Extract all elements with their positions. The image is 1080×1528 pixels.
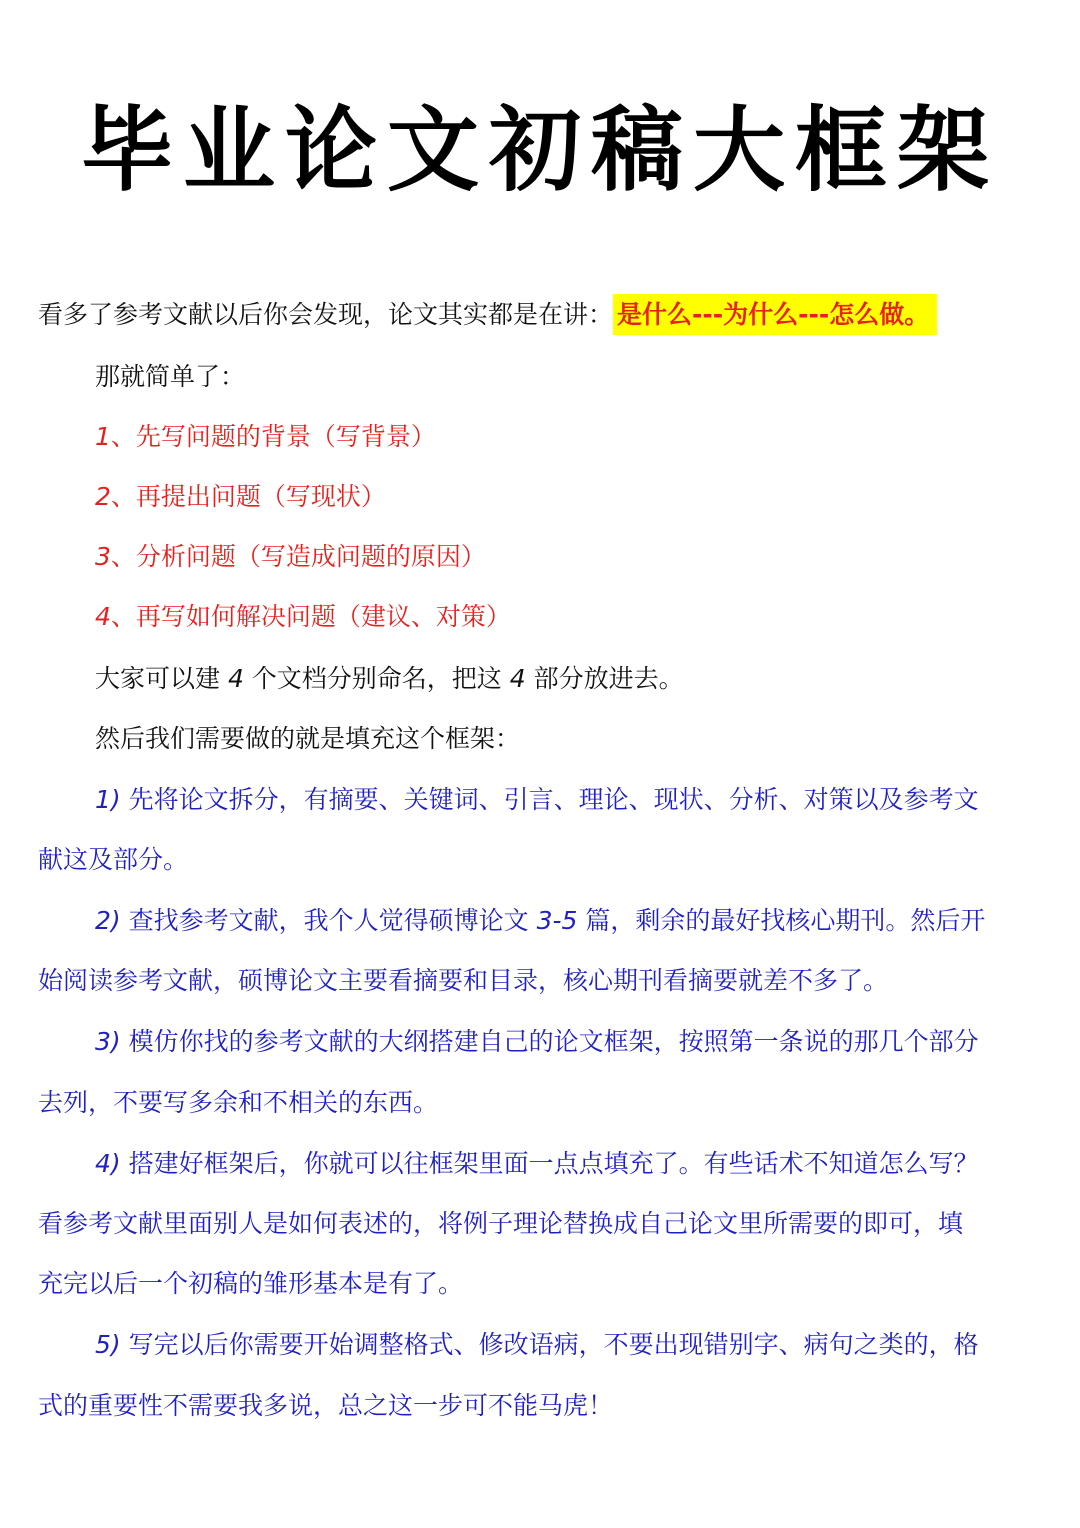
- docs-text: 大家可以建: [95, 664, 228, 693]
- step-number: 2: [95, 482, 111, 511]
- point-continuation: 始阅读参考文献，硕博论文主要看摘要和目录，核心期刊看摘要就差不多了。: [38, 966, 889, 995]
- point-text: 搭建好框架后，你就可以往框架里面一点点填充了。有些话术不知道怎么写？: [128, 1149, 979, 1178]
- step-item: [95, 420, 436, 454]
- page-title: 毕业论文初稿大框架: [80, 96, 999, 204]
- point-number: 3): [95, 1027, 121, 1056]
- intro-highlight: 是什么---为什么---怎么做。: [613, 294, 937, 335]
- docs-text: 个文档分别命名，把这: [243, 664, 510, 693]
- docs-text: 部分放进去。: [525, 664, 684, 693]
- step-text: 、再提出问题（写现状）: [110, 482, 386, 511]
- point-number: 4): [95, 1149, 121, 1178]
- point-range: 3-5: [536, 906, 578, 935]
- point-number: 1): [95, 785, 121, 814]
- intro-line: [38, 298, 937, 332]
- point-continuation: 献这及部分。: [38, 845, 189, 874]
- step-item: [95, 540, 486, 574]
- point-text: 写完以后你需要开始调整格式、修改语病，不要出现错别字、病句之类的，格: [128, 1330, 979, 1359]
- point-text: 先将论文拆分，有摘要、关键词、引言、理论、现状、分析、对策以及参考文: [128, 785, 979, 814]
- step-number: 3: [95, 542, 111, 571]
- step-text: 、分析问题（写造成问题的原因）: [110, 542, 486, 571]
- point-item: [95, 1328, 979, 1362]
- step-item: [95, 600, 511, 634]
- point-text: 篇，剩余的最好找核心期刊。然后开: [577, 906, 986, 935]
- step-number: 1: [95, 422, 111, 451]
- point-continuation: 充完以后一个初稿的雏形基本是有了。: [38, 1269, 464, 1298]
- step-number: 4: [95, 602, 111, 631]
- point-number: 2): [95, 906, 121, 935]
- step-item: [95, 480, 386, 514]
- point-text: 模仿你找的参考文献的大纲搭建自己的论文框架，按照第一条说的那几个部分: [128, 1027, 979, 1056]
- point-continuation: 去列，不要写多余和不相关的东西。: [38, 1088, 439, 1117]
- step-text: 、先写问题的背景（写背景）: [110, 422, 436, 451]
- intro-lead: 看多了参考文献以后你会发现，论文其实都是在讲：: [38, 300, 614, 329]
- docs-line: [95, 662, 684, 696]
- point-item: [95, 783, 979, 817]
- point-item: [95, 1025, 979, 1059]
- simple-line: 那就简单了：: [95, 362, 246, 391]
- step-text: 、再写如何解决问题（建议、对策）: [110, 602, 511, 631]
- docs-number: 4: [227, 664, 244, 693]
- docs-number: 4: [509, 664, 526, 693]
- fill-line: 然后我们需要做的就是填充这个框架：: [95, 724, 521, 753]
- point-item: [95, 1147, 979, 1181]
- point-number: 5): [95, 1330, 121, 1359]
- point-text: 查找参考文献，我个人觉得硕博论文: [128, 906, 537, 935]
- point-continuation: 式的重要性不需要我多说，总之这一步可不能马虎！: [38, 1391, 614, 1420]
- point-item: [95, 904, 985, 938]
- point-continuation: 看参考文献里面别人是如何表述的，将例子理论替换成自己论文里所需要的即可，填: [38, 1209, 964, 1238]
